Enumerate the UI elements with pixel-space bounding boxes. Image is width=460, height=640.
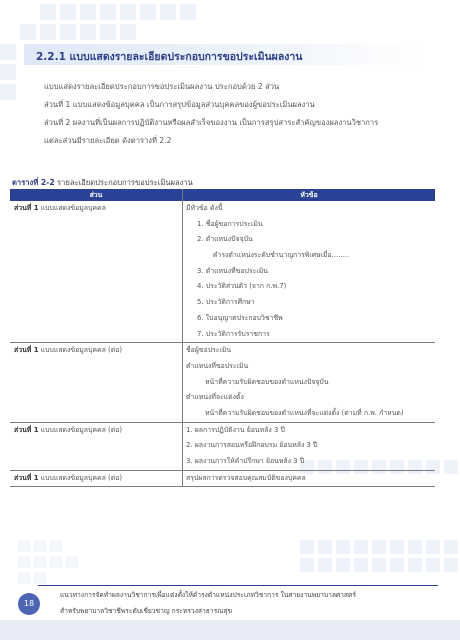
part-cell [10, 343, 183, 422]
table-caption-text: รายละเอียดประกอบการขอประเมินผลงาน [54, 178, 193, 187]
topic-line: สรุปผลการตรวจสอบคุณสมบัติของบุคคล [186, 473, 306, 482]
section-title: 2.2.1 แบบแสดงรายละเอียดประกอบการขอประเมินผลงาน [36, 51, 303, 63]
intro-line-1: แบบแสดงรายละเอียดประกอบการขอประเมินผลงาน ประกอบด้วย 2 ส่วน [44, 82, 280, 91]
table-row [10, 470, 435, 487]
part-text: แบบแสดงข้อมูลบุคคล (ต่อ) [38, 473, 123, 482]
topic-line: 3. ตำแหน่งที่ขอประเมิน [197, 266, 268, 275]
topic-line: หน้าที่ความรับผิดชอบของตำแหน่งที่จะแต่งตั้ง (ตามที่ ก.พ. กำหนด) [205, 408, 404, 417]
topic-line: 3. ผลงานการให้คำปรึกษา ย้อนหลัง 3 ปี [186, 457, 305, 465]
topic-line: 2. ตำแหน่งปัจจุบัน [197, 235, 253, 244]
topic-line: ตำแหน่งที่ขอประเมิน [186, 361, 249, 370]
intro-line-3: ส่วนที่ 2 ผลงานที่เป็นผลการปฏิบัติงานหรือผลสำเร็จของงาน เป็นการสรุปสาระสำคัญของผลงานวิชาการ [44, 118, 379, 127]
part-text: แบบแสดงข้อมูลบุคคล (ต่อ) [38, 346, 123, 355]
table-caption [12, 177, 193, 189]
table-row [10, 422, 435, 470]
topic-line: 6. ใบอนุญาตประกอบวิชาชีพ [197, 313, 283, 322]
topic-line: 4. ประวัติส่วนตัว (จาก ก.พ.7) [197, 282, 287, 291]
part-text: แบบแสดงข้อมูลบุคคล (ต่อ) [38, 425, 123, 434]
part-label: ส่วนที่ 1 [14, 204, 39, 212]
part-label: ส่วนที่ 1 [14, 473, 39, 482]
table-row [10, 201, 435, 343]
part-cell [10, 422, 183, 470]
part-text: แบบแสดงข้อมูลบุคคล [38, 204, 106, 212]
header-part: ส่วน [10, 189, 183, 201]
page-number: 18 [18, 593, 40, 615]
part-label: ส่วนที่ 1 [14, 425, 39, 434]
topic-cell [183, 470, 436, 487]
footer-book-title: แนวทางการจัดทำผลงานวิชาการเพื่อแต่งตั้งให้ดำรงตำแหน่งประเภทวิชาการ ในสายงานพยาบาลศาสตร์ [60, 591, 356, 599]
topic-line: มีหัวข้อ ดังนี้ [186, 204, 223, 212]
topic-cell [183, 422, 436, 470]
intro-line-4: แต่ละส่วนมีรายละเอียด ดังตารางที่ 2.2 [44, 136, 172, 145]
topic-line: 5. ประวัติการศึกษา [197, 298, 255, 307]
topic-line: 1. ชื่อผู้ขอการประเมิน [197, 219, 263, 228]
topic-cell [183, 343, 436, 422]
topic-cell [183, 201, 436, 343]
details-table [10, 189, 435, 487]
part-cell [10, 470, 183, 487]
table-header-row [10, 189, 435, 201]
footer-divider [38, 585, 438, 586]
table-row [10, 343, 435, 422]
topic-line: 7. ประวัติการรับราชการ [197, 329, 270, 338]
table-caption-label: ตารางที่ 2-2 [12, 178, 55, 187]
topic-line: ตำแหน่งที่จะแต่งตั้ง [186, 393, 244, 402]
topic-line: ดำรงตำแหน่งระดับชำนาญการพิเศษเมื่อ........ [213, 251, 350, 260]
topic-line: 1. ผลการปฏิบัติงาน ย้อนหลัง 3 ปี [186, 425, 285, 434]
topic-line: 2. ผลงานการสอนหรือฝึกอบรม ย้อนหลัง 3 ปี [186, 441, 318, 450]
intro-line-2: ส่วนที่ 1 แบบแสดงข้อมูลบุคคล เป็นการสรุปข้อมูลส่วนบุคคลของผู้ขอประเมินผลงาน [44, 100, 315, 109]
part-cell [10, 201, 183, 343]
topic-line: ชื่อผู้ขอประเมิน [186, 346, 232, 355]
header-topic: หัวข้อ [183, 189, 436, 201]
topic-line: หน้าที่ความรับผิดชอบของตำแหน่งปัจจุบัน [205, 377, 329, 386]
part-label: ส่วนที่ 1 [14, 346, 39, 355]
footer-subtitle: สำหรับพยาบาลวิชาชีพระดับเชี่ยวชาญ กระทรวงสาธารณสุข [60, 607, 233, 615]
